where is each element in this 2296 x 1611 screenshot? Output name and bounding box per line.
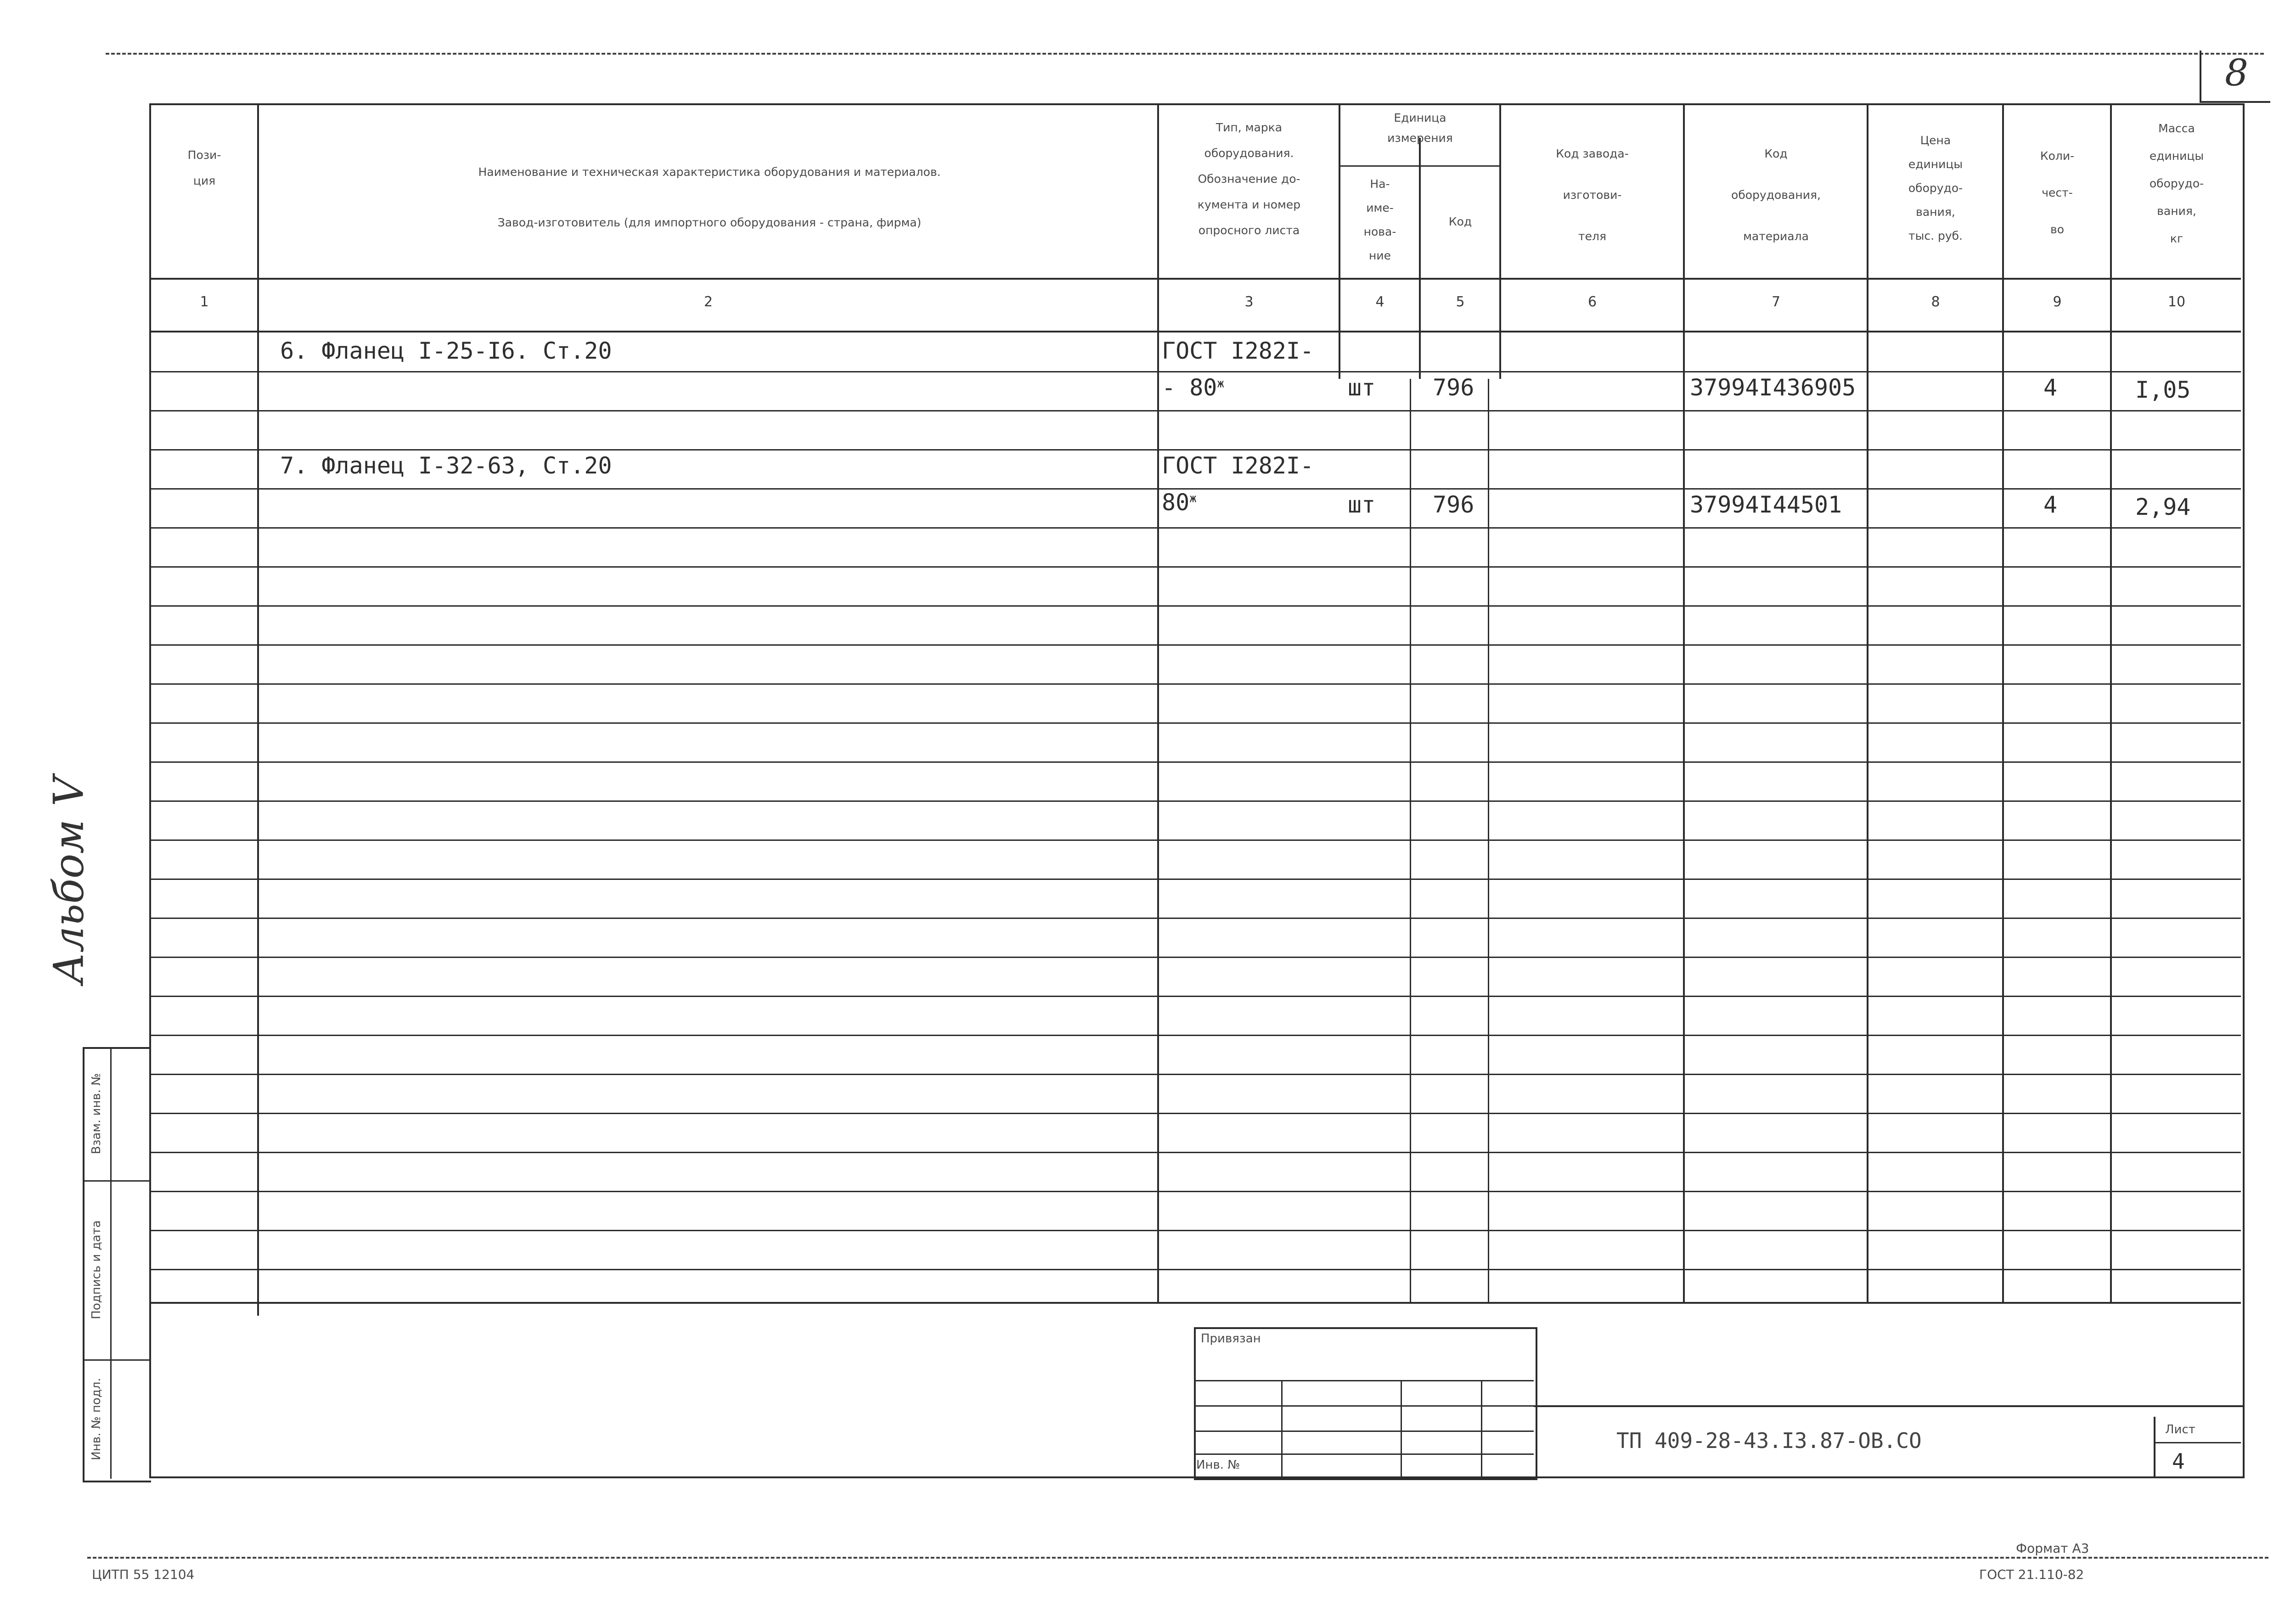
- header-unit-name: На- име- нова- ние: [1363, 177, 1396, 262]
- corner-sheet-number: 8: [2225, 51, 2248, 94]
- col-border-6: [1683, 103, 1685, 1302]
- row-7-unit: шт: [1348, 491, 1376, 518]
- frame-top: [149, 103, 2243, 105]
- row-line: [149, 605, 2241, 607]
- top-cut-line: [106, 53, 2264, 55]
- colno-5: 5: [1456, 294, 1465, 310]
- colno-4: 4: [1375, 294, 1384, 310]
- colno-3: 3: [1244, 294, 1254, 310]
- colno-9: 9: [2053, 294, 2062, 310]
- row-line: [149, 371, 2241, 372]
- header-type: Тип, марка оборудования. Обозначение до- кумента и номер опросного листа: [1197, 121, 1301, 237]
- approval-vline-2: [1401, 1380, 1402, 1476]
- colno-bottom: [149, 331, 2241, 332]
- sheet-label: Лист: [2165, 1423, 2195, 1436]
- row-line: [149, 879, 2241, 880]
- row-6-name: 6. Фланец I-25-I6. Ст.20: [280, 338, 612, 364]
- format-label: Формат А3: [2016, 1541, 2089, 1556]
- header-bottom: [149, 278, 2241, 280]
- row-7-doc-line1: ГОСТ I282I-: [1162, 452, 1314, 479]
- row-6-doc-line1: ГОСТ I282I-: [1162, 338, 1314, 364]
- row-6-unit-code: 796: [1433, 374, 1474, 401]
- approval-vline-1: [1281, 1380, 1283, 1476]
- header-unit-group: Единица измерения: [1387, 111, 1453, 145]
- header-position: Пози- ция: [187, 148, 221, 187]
- row-6-material-code: 37994I436905: [1690, 374, 1856, 401]
- row-line: [149, 644, 2241, 646]
- approval-inv: Инв. №: [1196, 1458, 1240, 1472]
- row-line: [149, 839, 2241, 841]
- side-stamp-sep-1: [83, 1180, 149, 1182]
- row-line: [149, 1035, 2241, 1036]
- colno-6: 6: [1587, 294, 1597, 310]
- col-border-5: [1499, 103, 1501, 379]
- row-7-name: 7. Фланец I-32-63, Ст.20: [280, 452, 612, 479]
- row-7-unit-code: 796: [1433, 491, 1474, 518]
- colno-2: 2: [703, 294, 713, 310]
- row-line: [149, 996, 2241, 997]
- col-border-7: [1867, 103, 1868, 1302]
- side-stamp-vzam: Взам. инв. №: [90, 1073, 103, 1155]
- row-line: [149, 800, 2241, 802]
- sheet-number: 4: [2172, 1449, 2185, 1474]
- row-line: [149, 410, 2241, 411]
- row-7-mass: 2,94: [2135, 494, 2191, 520]
- row-line: [149, 527, 2241, 529]
- side-stamp-inv-podl: Инв. № подл.: [90, 1378, 103, 1460]
- row-6-mass: I,05: [2135, 377, 2191, 403]
- side-stamp-podpis: Подпись и дата: [90, 1220, 103, 1319]
- row-line: [149, 566, 2241, 568]
- colno-7: 7: [1771, 294, 1781, 310]
- col-border-1: [257, 103, 259, 1316]
- approval-line-1: [1194, 1380, 1534, 1381]
- document-code: ТП 409-28-43.I3.87-ОВ.СО: [1616, 1428, 1922, 1453]
- table-bottom: [149, 1302, 2241, 1304]
- row-line: [149, 449, 2241, 451]
- row-7-doc-line2: $80^ж$: [1162, 489, 1197, 516]
- gost-footer: ГОСТ 21.110-82: [1979, 1567, 2084, 1582]
- row-6-unit: шт: [1348, 374, 1376, 401]
- header-manufacturer-code: Код завода- изготови- теля: [1556, 147, 1629, 243]
- sheet-box-left: [2154, 1417, 2155, 1476]
- row-7-material-code: 37994I44501: [1690, 491, 1842, 518]
- row-line: [149, 1230, 2241, 1231]
- header-quantity: Коли- чест- во: [2040, 149, 2075, 236]
- unit-group-line: [1339, 165, 1499, 167]
- col-border-8: [2002, 103, 2004, 1302]
- row-line: [149, 761, 2241, 763]
- row-line: [149, 1113, 2241, 1114]
- header-mass: Масса единицы оборудо- вания, кг: [2149, 122, 2204, 245]
- row-line: [149, 1269, 2241, 1270]
- col-border-2: [1157, 103, 1159, 1302]
- sheet-box-mid: [2154, 1442, 2241, 1443]
- header-name: Наименование и техническая характеристика оборудования и материалов. Завод-изготовитель (для импортного оборудования - страна, фирма): [478, 165, 941, 229]
- row-line: [149, 1152, 2241, 1153]
- col-border-4: [1419, 138, 1421, 379]
- colno-1: 1: [200, 294, 209, 310]
- col-border-9: [2110, 103, 2112, 1302]
- colno-8: 8: [1931, 294, 1940, 310]
- row-line: [149, 722, 2241, 724]
- row-line: [149, 918, 2241, 919]
- colno-10: 10: [2167, 294, 2186, 310]
- header-unit-code: Код: [1448, 215, 1472, 228]
- approval-block: [1194, 1327, 1537, 1480]
- header-price: Цена единицы оборудо- вания, тыс. руб.: [1908, 134, 1963, 242]
- approval-line-3: [1194, 1431, 1534, 1432]
- approval-primen: Привязан: [1201, 1332, 1261, 1346]
- bottom-cut-line: [87, 1557, 2268, 1559]
- row-line: [149, 957, 2241, 958]
- row-6-doc-line2: - $80^ж$: [1162, 374, 1225, 401]
- title-block-top: [1534, 1405, 2243, 1407]
- row-6-quantity: 4: [2043, 374, 2058, 401]
- row-line: [149, 1191, 2241, 1192]
- footer-left: ЦИТП 55 12104: [92, 1567, 195, 1582]
- approval-line-2: [1194, 1405, 1534, 1407]
- album-label: Альбом V: [45, 776, 93, 984]
- row-line: [149, 1074, 2241, 1075]
- row-line: [149, 683, 2241, 685]
- col-border-3: [1339, 103, 1340, 379]
- side-stamp-sep-2: [83, 1359, 149, 1361]
- row-7-quantity: 4: [2043, 491, 2058, 518]
- header-material-code: Код оборудования, материала: [1731, 147, 1821, 243]
- side-stamp-divider: [110, 1047, 112, 1479]
- approval-line-4: [1194, 1453, 1534, 1455]
- approval-vline-3: [1481, 1380, 1482, 1476]
